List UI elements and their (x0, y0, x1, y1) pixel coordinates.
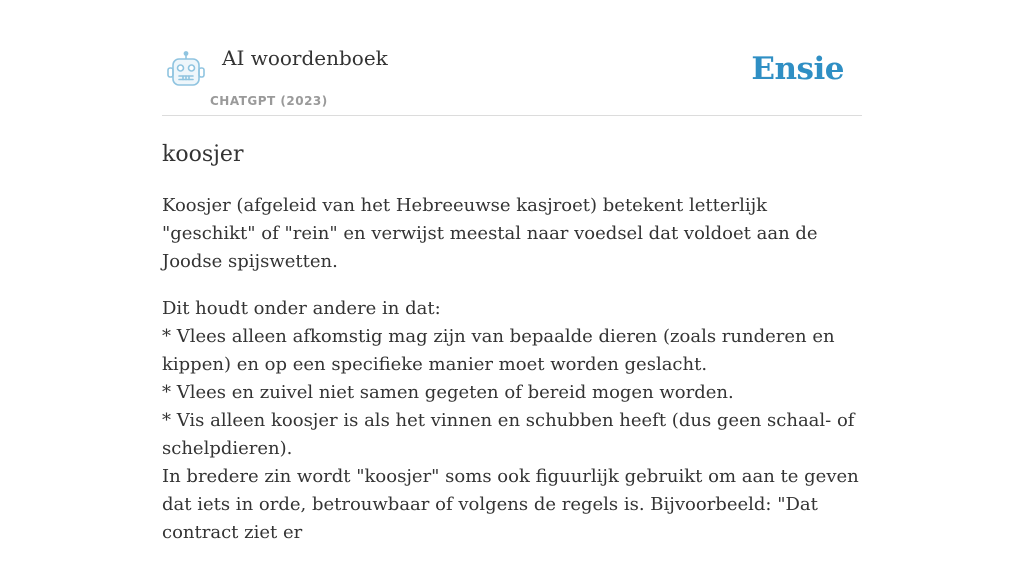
definition-paragraph: Dit houdt onder andere in dat: * Vlees alleen afkomstig mag zijn van bepaalde dieren (zoals runderen en kippen) en op een specifieke manier moet worden geslacht. * Vlees en zuivel niet samen gegeten of bereid mogen worden. * Vis alleen koosjer is als het vinnen en schubben heeft (dus geen schaal- of schelpdieren). (162, 298, 855, 459)
brand-logo[interactable]: Ensie (751, 51, 844, 87)
dictionary-name[interactable]: AI woordenboek (222, 46, 388, 70)
robot-icon (166, 51, 206, 89)
entry-title: koosjer (162, 142, 244, 167)
definition-paragraph: In bredere zin wordt "koosjer" soms ook figuurlijk gebruikt om aan te geven dat iets in orde, betrouwbaar of volgens de regels is. Bijvoorbeeld: "Dat contract ziet er (162, 466, 859, 543)
page-container (162, 0, 862, 543)
header (162, 0, 862, 116)
dictionary-source: CHATGPT (2023) (210, 94, 328, 108)
definition-paragraph: Koosjer (afgeleid van het Hebreeuwse kasjroet) betekent letterlijk "geschikt" of "rein" en verwijst meestal naar voedsel dat voldoet aan de Joodse spijswetten. (162, 195, 818, 272)
entry-definition (162, 192, 862, 566)
